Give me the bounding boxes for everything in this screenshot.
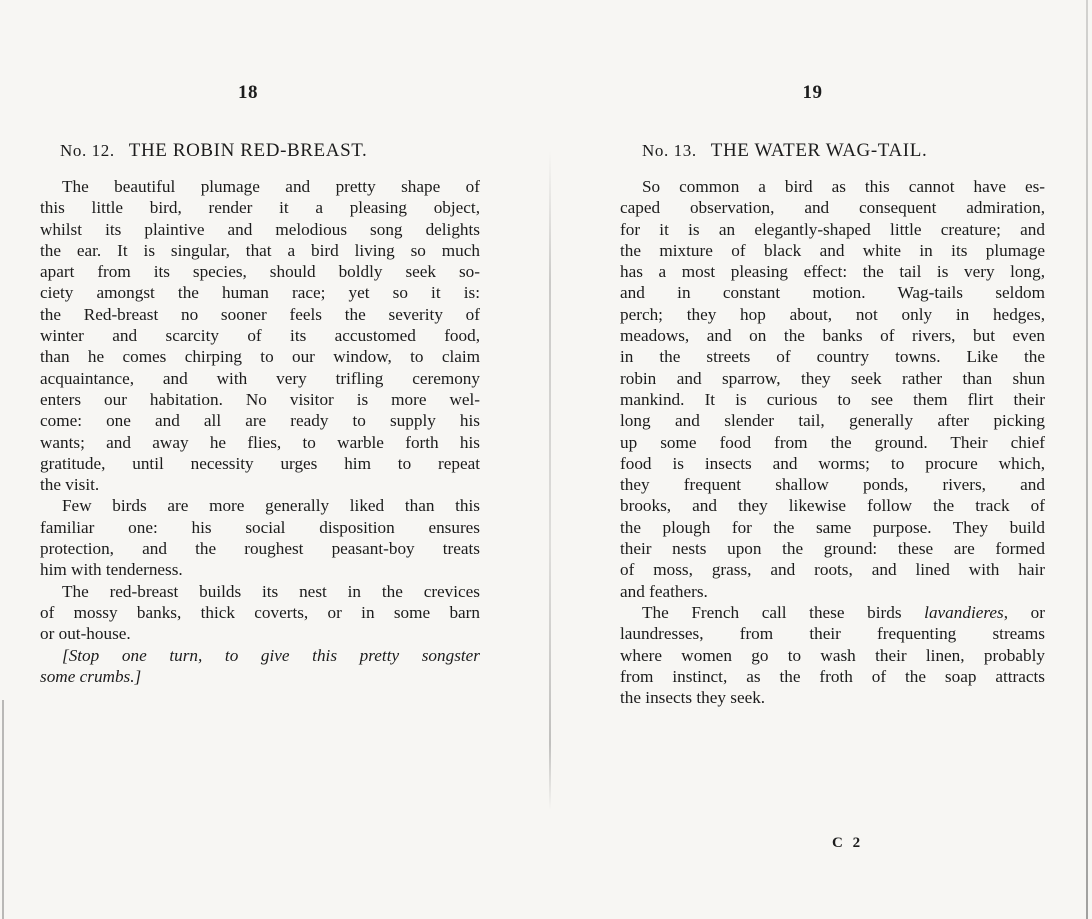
text-line: acquaintance, and with very trifling ceremony xyxy=(40,368,480,388)
body-text xyxy=(40,176,480,687)
text-line: apart from its species, should boldly seek so- xyxy=(40,262,480,282)
page-number: 18 xyxy=(238,82,258,103)
text-line: laundresses, from their frequenting streams xyxy=(620,624,1045,644)
text-line: brooks, and they likewise follow the track of xyxy=(620,496,1045,516)
body-text xyxy=(620,176,1045,708)
page-edge-left xyxy=(2,700,4,919)
text-line: the ear. It is singular, that a bird living so much xyxy=(40,240,480,260)
text-line: come: one and all are ready to supply his xyxy=(40,411,480,431)
section-heading xyxy=(642,140,1067,162)
text-line: they frequent shallow ponds, rivers, and xyxy=(620,475,1045,495)
text-line: of moss, grass, and roots, and lined with hair xyxy=(620,560,1045,580)
page-number: 19 xyxy=(802,82,823,103)
text-line: meadows, and on the banks of rivers, but even xyxy=(620,326,1045,346)
text-line: [Stop one turn, to give this pretty songster xyxy=(62,645,480,665)
text-line: mankind. It is curious to see them flirt their xyxy=(620,389,1045,409)
text-line: So common a bird as this cannot have es- xyxy=(642,177,1045,196)
heading-title: THE ROBIN RED-BREAST. xyxy=(128,140,368,161)
italic-term: lavandieres xyxy=(924,602,1004,622)
text-line: has a most pleasing effect: the tail is very long, xyxy=(620,262,1045,282)
text-line: gratitude, until necessity urges him to repeat xyxy=(40,453,480,473)
text-line: The beautiful plumage and pretty shape of xyxy=(62,177,480,196)
text-line: winter and scarcity of its accustomed food, xyxy=(40,326,480,346)
text-line: food is insects and worms; to procure which, xyxy=(620,453,1045,473)
left-page xyxy=(40,0,480,919)
text-line: where women go to wash their linen, probably xyxy=(620,645,1045,665)
signature-mark: C 2 xyxy=(832,835,864,851)
text-line: and in constant motion. Wag-tails seldom xyxy=(620,283,1045,303)
text-line: the plough for the same purpose. They build xyxy=(620,517,1045,537)
text-line: whilst its plaintive and melodious song delights xyxy=(40,219,480,239)
page-edge-right xyxy=(1086,0,1088,919)
text-line: than he comes chirping to our window, to claim xyxy=(40,347,480,367)
text-line: and feathers. xyxy=(620,581,708,601)
text-line: him with tenderness. xyxy=(40,560,183,580)
text-line: or out-house. xyxy=(40,624,131,644)
right-page xyxy=(620,0,1045,919)
text-line: the mixture of black and white in its plumage xyxy=(620,240,1045,260)
book-gutter xyxy=(549,150,551,810)
text-line: from instinct, as the froth of the soap attracts xyxy=(620,666,1045,686)
text-line: ciety amongst the human race; yet so it is: xyxy=(40,283,480,303)
text-line: robin and sparrow, they seek rather than shun xyxy=(620,368,1045,388)
text-line: their nests upon the ground: these are formed xyxy=(620,539,1045,559)
text-line: some crumbs.] xyxy=(40,666,142,686)
text-line: the insects they seek. xyxy=(620,688,766,708)
text-line: Few birds are more generally liked than this xyxy=(62,496,480,516)
text-line: in the streets of country towns. Like the xyxy=(620,347,1045,367)
text-line: wants; and away he flies, to warble forth his xyxy=(40,432,480,452)
heading-number: No. 13. xyxy=(642,141,697,160)
text-line: enters our habitation. No visitor is more wel- xyxy=(40,389,480,409)
text-line: long and slender tail, generally after picking xyxy=(620,411,1045,431)
text-line: up some food from the ground. Their chief xyxy=(620,432,1045,452)
text-line: for it is an elegantly-shaped little creature; and xyxy=(620,219,1045,239)
text-line: The French call these birds lavandieres, or xyxy=(642,602,1045,622)
text-line: caped observation, and consequent admiration, xyxy=(620,198,1045,218)
text-line: of mossy banks, thick coverts, or in some barn xyxy=(40,602,480,622)
text-line: this little bird, render it a pleasing object, xyxy=(40,198,480,218)
section-heading xyxy=(60,140,500,162)
text-line: perch; they hop about, not only in hedges, xyxy=(620,304,1045,324)
text-line: The red-breast builds its nest in the crevices xyxy=(62,581,480,601)
text-line: the visit. xyxy=(40,475,100,495)
heading-number: No. 12. xyxy=(60,141,115,160)
text-line: the Red-breast no sooner feels the severity of xyxy=(40,304,480,324)
text-line: familiar one: his social disposition ensures xyxy=(40,517,480,537)
heading-title: THE WATER WAG-TAIL. xyxy=(710,140,928,161)
text-line: protection, and the roughest peasant-boy treats xyxy=(40,539,480,559)
